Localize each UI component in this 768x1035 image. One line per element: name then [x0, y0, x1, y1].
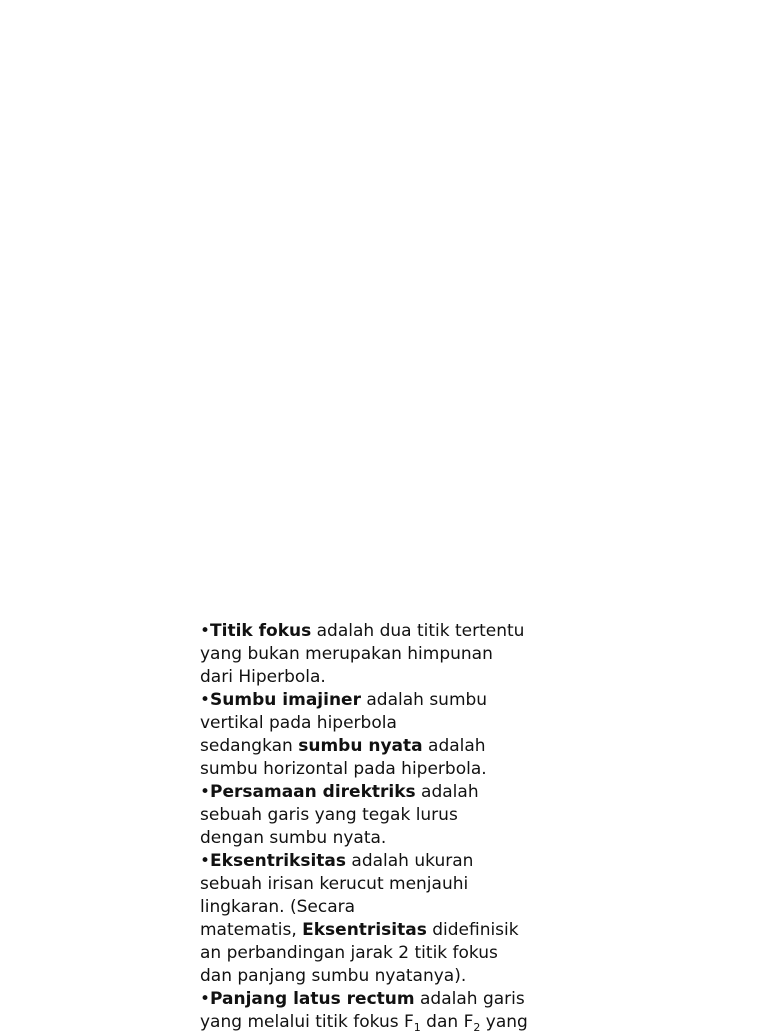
- text-line: [200, 850, 572, 873]
- text-run: dan panjang sumbu nyatanya).: [200, 966, 467, 986]
- text-run: sedangkan: [200, 736, 299, 756]
- bold-term: Persamaan direktriks: [210, 782, 416, 802]
- text-run: sebuah irisan kerucut menjauhi: [200, 874, 469, 894]
- text-line: [200, 620, 572, 643]
- text-line: [200, 804, 572, 827]
- text-run: dengan sumbu nyata.: [200, 828, 387, 848]
- bold-term: sumbu nyata: [298, 736, 423, 756]
- text-line: [200, 712, 572, 735]
- definition-text-block: [200, 620, 572, 1034]
- text-line: [200, 988, 572, 1011]
- text-run: yang bukan merupakan himpunan: [200, 644, 493, 664]
- bold-term: Panjang latus rectum: [210, 989, 415, 1009]
- text-run: adalah: [422, 736, 486, 756]
- text-line: [200, 896, 572, 919]
- text-run: •: [200, 782, 211, 802]
- text-run: adalah dua titik tertentu: [311, 621, 525, 641]
- text-run: dari Hiperbola.: [200, 667, 326, 687]
- text-line: [200, 758, 572, 781]
- text-run: lingkaran. (Secara: [200, 897, 356, 917]
- subscript: 2: [473, 1021, 481, 1034]
- text-line: [200, 643, 572, 666]
- text-run: sumbu horizontal pada hiperbola.: [200, 759, 487, 779]
- text-run: adalah sumbu: [360, 690, 488, 710]
- text-run: sebuah garis yang tegak lurus: [200, 805, 458, 825]
- text-run: adalah garis: [414, 989, 525, 1009]
- text-line: [200, 781, 572, 804]
- text-run: adalah: [415, 782, 479, 802]
- bold-term: Sumbu imajiner: [210, 690, 361, 710]
- text-line: [200, 942, 572, 965]
- text-line: [200, 666, 572, 689]
- text-run: adalah ukuran: [346, 851, 474, 871]
- text-run: matematis,: [200, 920, 303, 940]
- text-run: yang melalui titik fokus F: [200, 1012, 414, 1032]
- text-run: didefinisik: [426, 920, 519, 940]
- subscript: 1: [413, 1021, 421, 1034]
- text-line: [200, 735, 572, 758]
- text-run: yang: [480, 1012, 528, 1032]
- text-line: [200, 689, 572, 712]
- text-run: •: [200, 989, 211, 1009]
- text-run: an perbandingan jarak 2 titik fokus: [200, 943, 498, 963]
- bold-term: Eksentrisitas: [302, 920, 427, 940]
- bold-term: Eksentriksitas: [210, 851, 347, 871]
- text-line: [200, 827, 572, 850]
- text-line: [200, 919, 572, 942]
- text-run: dan F: [420, 1012, 474, 1032]
- bold-term: Titik fokus: [210, 621, 312, 641]
- text-line: [200, 965, 572, 988]
- text-run: •: [200, 851, 211, 871]
- text-run: •: [200, 690, 211, 710]
- text-run: •: [200, 621, 211, 641]
- text-line: [200, 873, 572, 896]
- text-line: [200, 1011, 572, 1034]
- text-run: vertikal pada hiperbola: [200, 713, 397, 733]
